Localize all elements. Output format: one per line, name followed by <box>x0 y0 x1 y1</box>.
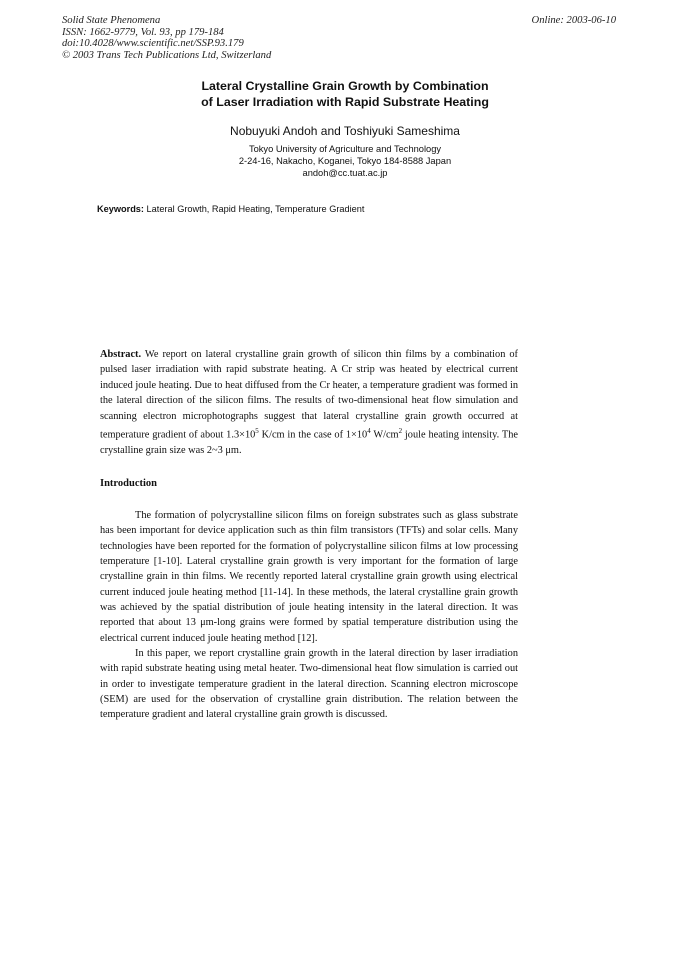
unit-exponent: 2 <box>398 427 403 436</box>
intro-paragraph-1: The formation of polycrystalline silicon films on foreign substrates such as glass substrate has been important for device application such as thin film transistors (TFTs) and solar cells. Many technologies have been reported for the formation of polycrystalline silicon films at low processing temperature [1-10]. Lateral crystalline grain growth is very important for the formation of large crystalline grain in thin films. We recently reported lateral crystalline grain growth using electrical current induced joule heating method [11-14]. In these methods, the lateral crystalline grain growth was achieved by the spatial distribution of joule heating intensity in the lateral direction. It was reported that about 13 μm-long grains were formed by spatial temperature distribution using the electrical current induced joule heating method [12]. <box>100 510 518 644</box>
online-date: Online: 2003-06-10 <box>531 15 616 26</box>
address: 2-24-16, Nakacho, Koganei, Tokyo 184-8588 Japan <box>238 156 452 167</box>
title-line-2: of Laser Irradiation with Rapid Substrate Heating <box>201 94 489 109</box>
keywords <box>97 204 364 214</box>
abstract-text-3: W/cm <box>370 429 399 441</box>
keywords-text: Lateral Growth, Rapid Heating, Temperature Gradient <box>146 204 365 214</box>
institution: Tokyo University of Agriculture and Technology <box>248 144 442 154</box>
introduction-heading: Introduction <box>100 478 157 489</box>
copyright-line: © 2003 Trans Tech Publications Ltd, Switzerland <box>62 49 272 61</box>
doi-line: doi:10.4028/www.scientific.net/SSP.93.179 <box>62 38 244 50</box>
abstract-text-1: We report on lateral crystalline grain growth of silicon thin films by a combination of pulsed laser irradiation with rapid substrate heating. A Cr strip was heated by electrical current induced joule heating. Due to heat diffused from the Cr heater, a temperature gradient was formed in the lateral direction of the silicon films. The results of two-dimensional heat flow simulation and scanning electron microphotographs suggest that lateral crystalline grain growth occurred at temperature gradient of about 1.3×10 <box>100 349 519 441</box>
abstract <box>100 347 518 458</box>
authors: Nobuyuki Andoh and Toshiyuki Sameshima <box>230 124 460 138</box>
issn-line: ISSN: 1662-9779, Vol. 93, pp 179-184 <box>62 26 224 38</box>
abstract-text-2: K/cm in the case of 1×10 <box>258 429 368 441</box>
intensity-exponent: 4 <box>367 427 371 436</box>
paper-title <box>150 79 540 110</box>
keywords-label: Keywords: <box>97 204 144 214</box>
abstract-text-4: joule heating intensity. The crystalline grain size was 2~3 μm. <box>100 429 518 456</box>
journal-name: Solid State Phenomena <box>62 15 161 26</box>
intro-paragraph-2: In this paper, we report crystalline grain growth in the lateral direction by laser irradiation with rapid substrate heating using metal heater. Two-dimensional heat flow simulation is carried out in order to investigate temperature gradient in the lateral direction. Scanning electron microscope (SEM) are used for the observation of crystalline grain distribution. The relation between the temperature gradient and lateral crystalline grain growth is discussed. <box>100 648 518 721</box>
publication-header <box>62 15 271 61</box>
affiliation <box>150 143 540 180</box>
email: andoh@cc.tuat.ac.jp <box>302 168 388 179</box>
title-line-1: Lateral Crystalline Grain Growth by Combination <box>201 79 489 93</box>
introduction-body <box>100 508 518 723</box>
abstract-label: Abstract. <box>100 349 142 360</box>
gradient-exponent: 5 <box>255 427 259 436</box>
